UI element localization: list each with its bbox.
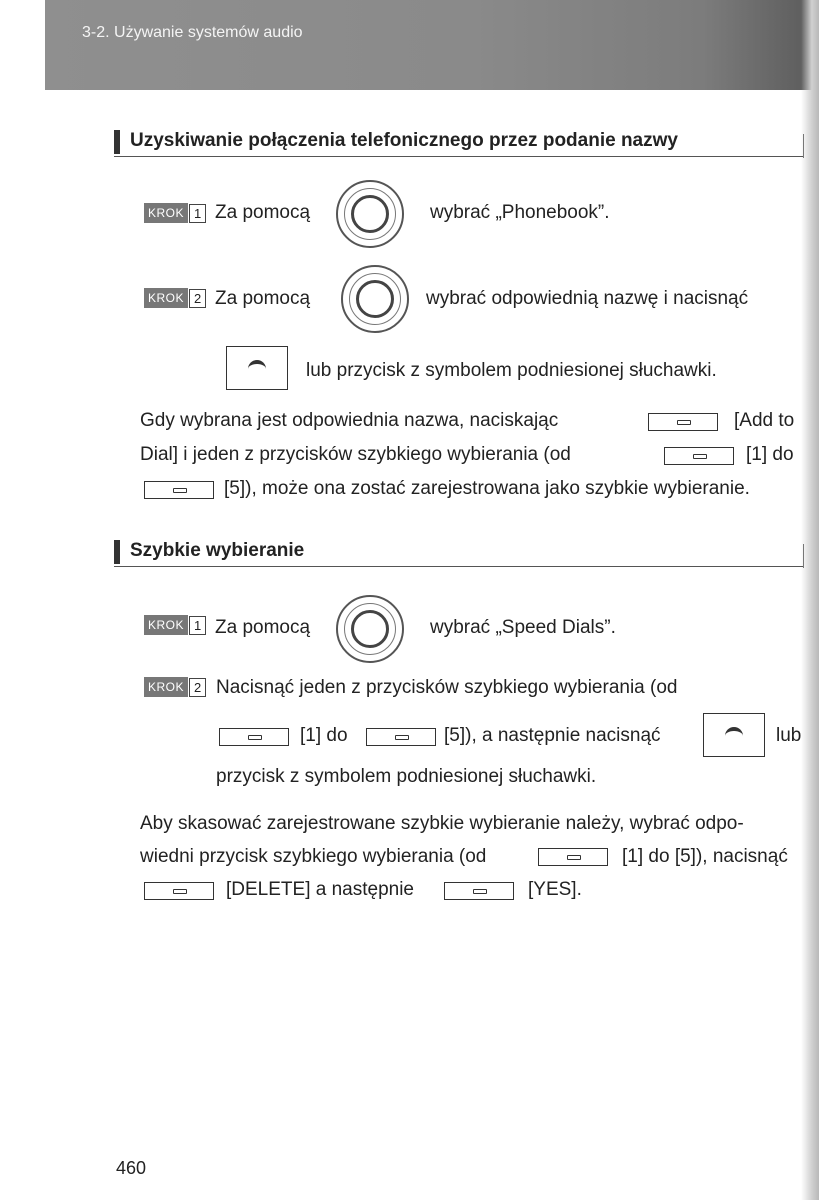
step1-text-post: wybrać „Phonebook”. [430, 202, 610, 223]
step-badge-label: KROK [144, 615, 188, 635]
soft-button-icon [144, 882, 214, 900]
step-badge-number: 2 [189, 289, 206, 308]
step-badge-number: 1 [189, 204, 206, 223]
step-badge-number: 2 [189, 678, 206, 697]
step2-line2a: [1] do [300, 725, 348, 746]
step-badge-2 [144, 288, 206, 308]
phone-off-hook-button-icon [703, 713, 765, 757]
section-title-text: Uzyskiwanie połączenia telefonicznego przez podanie nazwy [130, 130, 678, 151]
step2-line3: przycisk z symbolem podniesionej słuchawki. [216, 766, 597, 787]
step-badge-label: KROK [144, 677, 188, 697]
para1-line1b: [Add to [734, 410, 795, 431]
section-title-marker [114, 130, 120, 154]
para2-line3a: [DELETE] a następnie [226, 879, 414, 900]
step-badge-1 [144, 615, 206, 635]
soft-button-icon [366, 728, 436, 746]
step2-text-line2: lub przycisk z symbolem podniesionej słuchawki. [306, 360, 717, 381]
step1-text-pre: Za pomocą [215, 617, 311, 638]
page-number: 460 [116, 1158, 147, 1178]
para2-line2b: [1] do [5]), nacisnąć [622, 846, 788, 867]
para2-line3b: [YES]. [528, 879, 582, 900]
phone-off-hook-button-icon [226, 346, 288, 390]
step2-text-post: wybrać odpowiednią nazwę i nacisnąć [426, 288, 749, 309]
para1-line2b: [1] do [746, 444, 794, 465]
step2-line1: Nacisnąć jeden z przycisków szybkiego wybierania (od [216, 677, 678, 698]
para2-line1: Aby skasować zarejestrowane szybkie wybieranie należy, wybrać odpo- [140, 813, 744, 834]
tune-knob-icon [341, 265, 409, 333]
para1-line1a: Gdy wybrana jest odpowiednia nazwa, naciskając [140, 410, 559, 431]
section-title-endtick [803, 544, 805, 568]
soft-button-icon [444, 882, 514, 900]
para1-line2a: Dial] i jeden z przycisków szybkiego wybierania (od [140, 444, 571, 465]
page-edge-shadow [801, 0, 819, 1200]
section-title-endtick [803, 134, 805, 158]
section-title-marker [114, 540, 120, 564]
section-title-speed-dial [114, 538, 804, 567]
tune-knob-icon [336, 595, 404, 663]
step-badge-1 [144, 203, 206, 223]
step-badge-2 [144, 677, 206, 697]
step-badge-number: 1 [189, 616, 206, 635]
section-title-text: Szybkie wybieranie [130, 540, 305, 561]
soft-button-icon [144, 481, 214, 499]
soft-button-icon [664, 447, 734, 465]
header-bar [45, 0, 819, 90]
para2-line2a: wiedni przycisk szybkiego wybierania (od [140, 846, 487, 867]
tune-knob-icon [336, 180, 404, 248]
soft-button-icon [648, 413, 718, 431]
para1-line3: [5]), może ona zostać zarejestrowana jako szybkie wybieranie. [224, 478, 750, 499]
step1-text-post: wybrać „Speed Dials”. [430, 617, 616, 638]
section-title-phonebook [114, 128, 804, 157]
soft-button-icon [538, 848, 608, 866]
step2-text-pre: Za pomocą [215, 288, 311, 309]
handset-icon [248, 360, 266, 374]
soft-button-icon [219, 728, 289, 746]
step1-text-pre: Za pomocą [215, 202, 311, 223]
handset-icon [725, 727, 743, 741]
step-badge-label: KROK [144, 288, 188, 308]
step-badge-label: KROK [144, 203, 188, 223]
step2-line2c: lub [776, 725, 802, 746]
step2-line2b: [5]), a następnie nacisnąć [444, 725, 661, 746]
header-section-title: 3-2. Używanie systemów audio [82, 24, 303, 41]
